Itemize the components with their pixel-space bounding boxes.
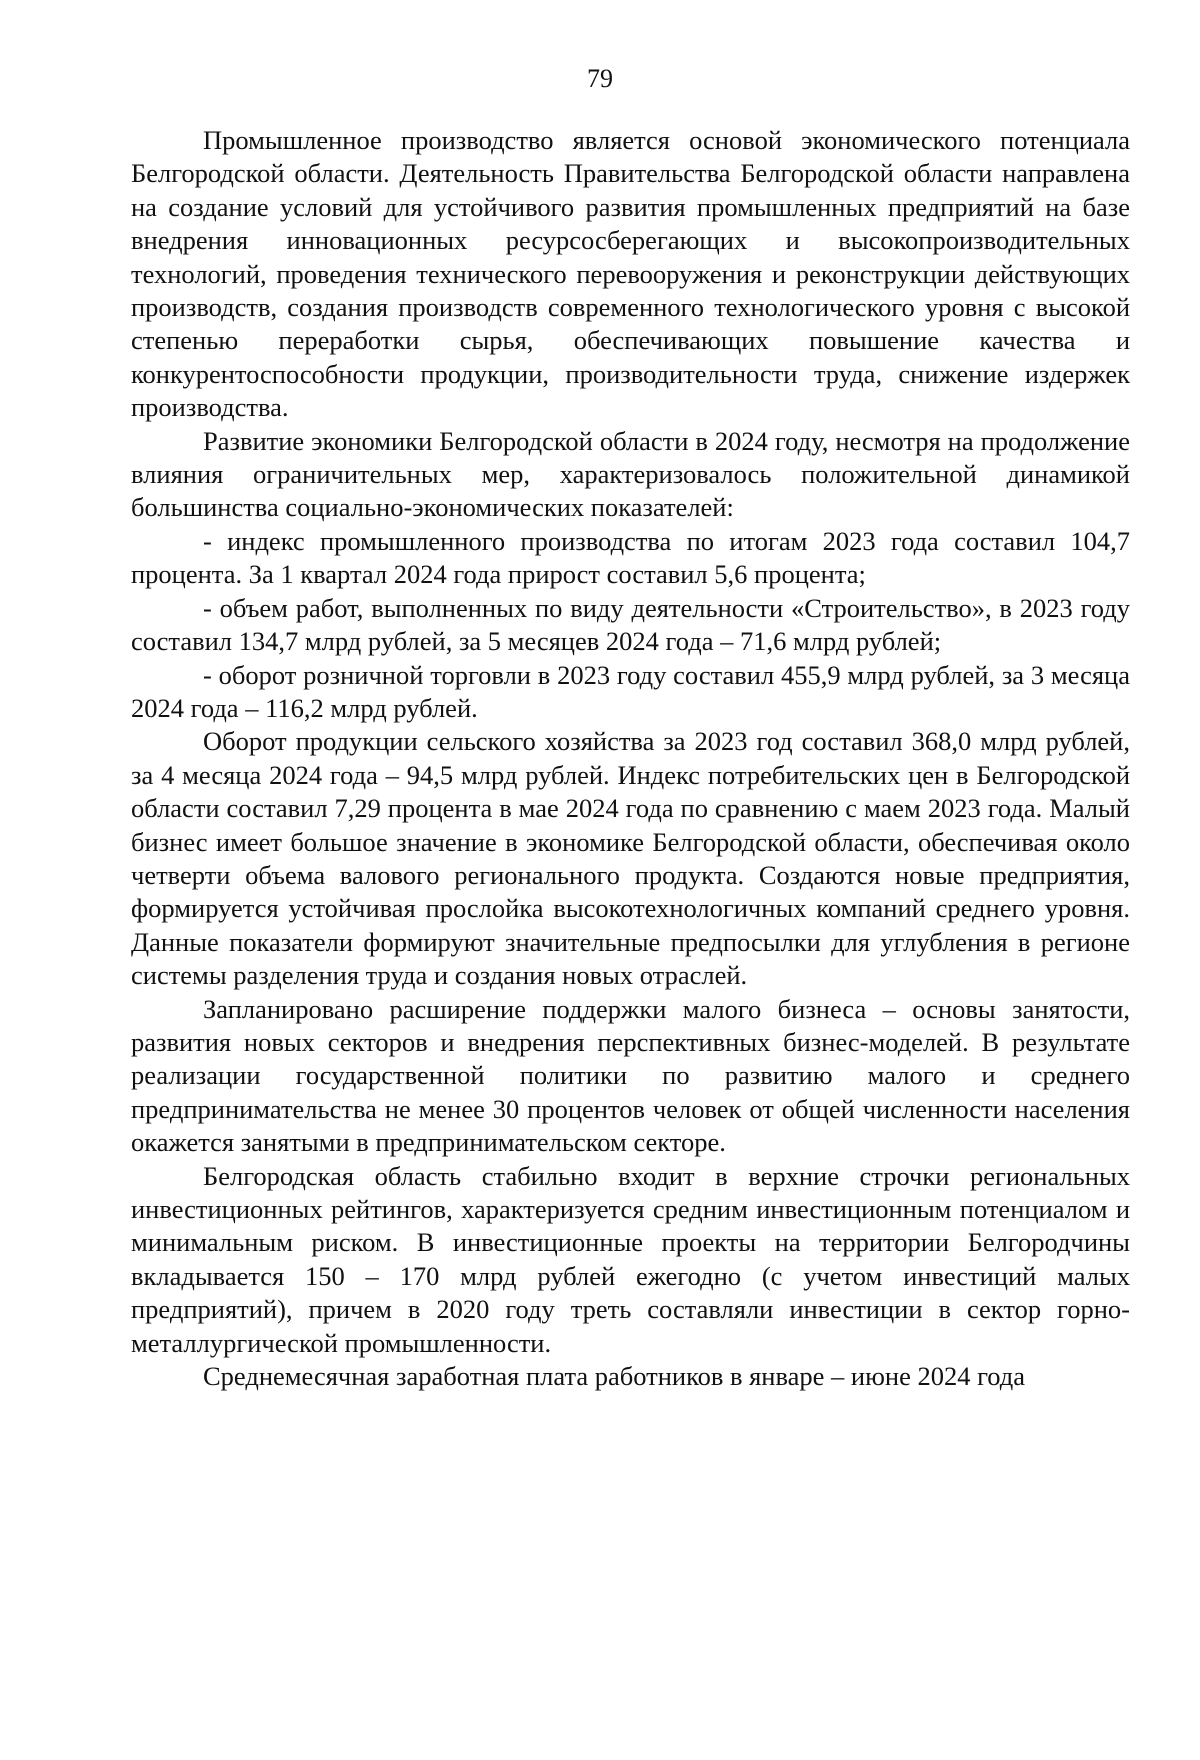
paragraph-investment: Белгородская область стабильно входит в верхние строчки региональных инвестиционных рейтингов, характеризуется средним инвестиционным потенциалом и минимальным риском. В инвестиционные проекты на территории Белгородчины вкладывается 150 – 170 млрд рублей ежегодно (с учетом инвестиций малых предприятий), причем в 2020 году треть составляли инвестиции в сектор горно-металлургической промышленности. bbox=[131, 1160, 1130, 1358]
paragraph-average-salary: Среднемесячная заработная плата работников в январе – июне 2024 года bbox=[203, 1361, 1026, 1392]
page-number: 79 bbox=[587, 64, 613, 93]
paragraph-small-business-support: Запланировано расширение поддержки малого бизнеса – основы занятости, развития новых секторов и внедрения перспективных бизнес-моделей. В результате реализации государственной политики по развитию малого и среднего предпринимательства не менее 30 процентов человек от общей численности населения окажется занятыми в предпринимательском секторе. bbox=[131, 993, 1130, 1158]
list-item-construction: - объем работ, выполненных по виду деятельности «Строительство», в 2023 году составил 134,7 млрд рублей, за 5 месяцев 2024 года – 71,6 млрд рублей; bbox=[131, 592, 1130, 657]
list-item-retail-turnover: - оборот розничной торговли в 2023 году составил 455,9 млрд рублей, за 3 месяца 2024 года – 116,2 млрд рублей. bbox=[131, 659, 1130, 723]
paragraph-economy-development: Развитие экономики Белгородской области в 2024 году, несмотря на продолжение влияния ограничительных мер, характеризовалось положительной динамикой большинства социально-экономических показателей: bbox=[131, 425, 1130, 523]
document-body bbox=[131, 124, 1130, 1393]
paragraph-agriculture-small-business: Оборот продукции сельского хозяйства за 2023 год составил 368,0 млрд рублей, за 4 месяца 2024 года – 94,5 млрд рублей. Индекс потребительских цен в Белгородской области составил 7,29 процента в мае 2024 года по сравнению с маем 2023 года. Малый бизнес имеет большое значение в экономике Белгородской области, обеспечивая около четверти объема валового регионального продукта. Создаются новые предприятия, формируется устойчивая прослойка высокотехнологичных компаний среднего уровня. Данные показатели формируют значительные предпосылки для углубления в регионе системы разделения труда и создания новых отраслей. bbox=[131, 726, 1130, 991]
paragraph-industrial-production: Промышленное производство является основой экономического потенциала Белгородской области. Деятельность Правительства Белгородской области направлена на создание условий для устойчивого развития промышленных предприятий на базе внедрения инновационных ресурсосберегающих и высокопроизводительных технологий, проведения технического перевооружения и реконструкции действующих производств, создания производств современного технологического уровня с высокой степенью переработки сырья, обеспечивающих повышение качества и конкурентоспособности продукции, производительности труда, снижение издержек производства. bbox=[131, 125, 1130, 423]
list-item-industrial-index: - индекс промышленного производства по итогам 2023 года составил 104,7 процента. За 1 квартал 2024 года прирост составил 5,6 процента; bbox=[131, 525, 1130, 590]
